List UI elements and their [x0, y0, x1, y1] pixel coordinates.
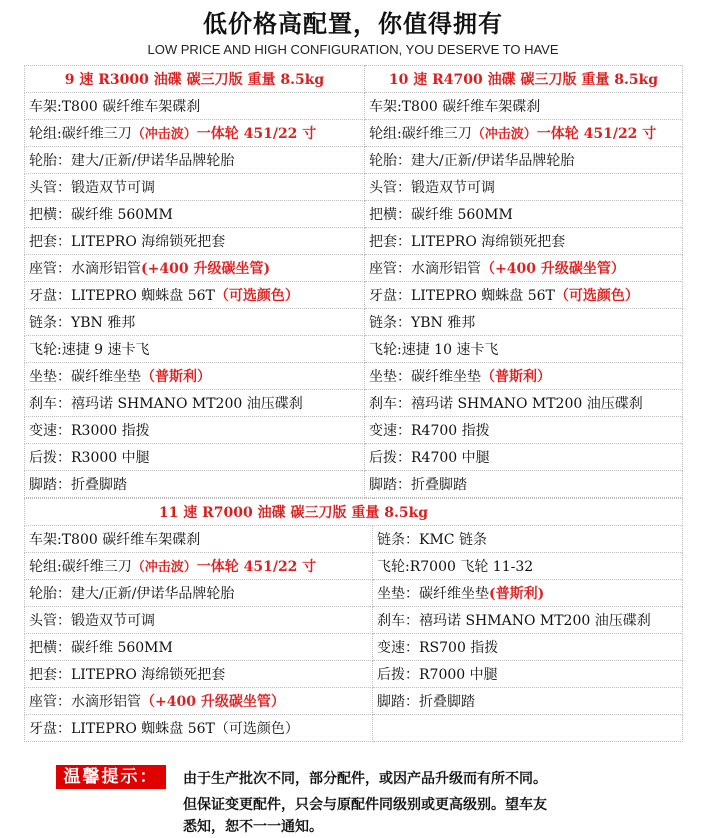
spec-cell-left — [25, 607, 373, 634]
spec-row — [25, 634, 683, 661]
spec-cell-left — [25, 309, 365, 336]
spec-cell-right — [365, 255, 683, 282]
spec-cell-left — [25, 120, 365, 147]
spec-text: 座管：水滴形铝管 — [29, 261, 141, 277]
spec-highlight: 一体轮 451/22 寸 — [196, 126, 317, 142]
spec-row — [25, 255, 683, 282]
spec-cell-right — [373, 526, 683, 553]
spec-highlight: （冲击波） — [131, 127, 197, 142]
spec-cell-right — [365, 363, 683, 390]
spec-text: 脚踏：折叠脚踏 — [377, 694, 475, 710]
spec-cell-right — [373, 715, 683, 742]
header-r3000: 9 速 R3000 油碟 碳三刀版 重量 8.5kg — [25, 66, 365, 93]
spec-text: 轮胎：建大/正新/伊诺华品牌轮胎 — [369, 153, 575, 169]
spec-text: 车架:T800 碳纤维车架碟刹 — [29, 532, 201, 548]
spec-row — [25, 526, 683, 553]
spec-cell-left — [25, 417, 365, 444]
note-line-3: 悉知，恕不一一通知。 — [183, 819, 323, 835]
spec-cell-right — [365, 417, 683, 444]
spec-row — [25, 688, 683, 715]
spec-text: 轮组:碳纤维三刀 — [29, 559, 132, 575]
spec-text: 座管：水滴形铝管 — [369, 261, 481, 277]
spec-row — [25, 147, 683, 174]
spec-text: 头管：锻造双节可调 — [29, 613, 155, 629]
spec-text: 后拨：R3000 中腿 — [29, 450, 150, 466]
spec-cell-right — [365, 390, 683, 417]
spec-cell-right — [365, 336, 683, 363]
spec-cell-left — [25, 444, 365, 471]
spec-cell-left — [25, 715, 373, 742]
spec-text: 飞轮:速捷 9 速卡飞 — [29, 342, 150, 358]
spec-highlight: (+400 升级碳坐管) — [141, 261, 271, 277]
spec-cell-right — [373, 607, 683, 634]
spec-row — [25, 390, 683, 417]
spec-row — [25, 120, 683, 147]
spec-table-r7000 — [24, 498, 683, 742]
spec-highlight: （+400 升级碳坐管） — [481, 261, 625, 277]
spec-highlight: （普斯利） — [141, 369, 211, 385]
spec-highlight: （可选颜色） — [214, 288, 299, 304]
spec-cell-left — [25, 147, 365, 174]
spec-text: 脚踏：折叠脚踏 — [369, 477, 467, 493]
spec-row — [25, 336, 683, 363]
spec-cell-right — [365, 174, 683, 201]
spec-cell-left — [25, 255, 365, 282]
spec-cell-right — [365, 444, 683, 471]
spec-text: 变速：R4700 指拨 — [369, 423, 490, 439]
spec-text: 链条：YBN 雅邦 — [29, 315, 136, 331]
page-title: 低价格高配置，你值得拥有 — [203, 9, 503, 38]
spec-text: 链条：KMC 链条 — [377, 532, 487, 548]
spec-cell-left — [25, 634, 373, 661]
page-subtitle: LOW PRICE AND HIGH CONFIGURATION, YOU DESERVE TO HAVE — [147, 42, 559, 57]
spec-cell-left — [25, 363, 365, 390]
spec-row — [25, 228, 683, 255]
spec-text: 轮组:碳纤维三刀 — [369, 126, 472, 142]
spec-text: 飞轮:速捷 10 速卡飞 — [369, 342, 499, 358]
spec-text: 后拨：R7000 中腿 — [377, 667, 498, 683]
spec-text: 轮组:碳纤维三刀 — [29, 126, 132, 142]
spec-cell-right — [373, 661, 683, 688]
spec-text: 把横：碳纤维 560MM — [29, 207, 173, 223]
spec-text: 变速：RS700 指拨 — [377, 640, 499, 656]
spec-cell-right — [365, 147, 683, 174]
spec-table-r3000-r4700 — [24, 65, 683, 498]
spec-row — [25, 282, 683, 309]
spec-text: 后拨：R4700 中腿 — [369, 450, 490, 466]
spec-row — [25, 363, 683, 390]
header-r4700: 10 速 R4700 油碟 碳三刀版 重量 8.5kg — [365, 66, 683, 93]
spec-text: 坐垫：碳纤维坐垫 — [377, 586, 489, 602]
spec-text: 把套：LITEPRO 海绵锁死把套 — [29, 667, 226, 683]
spec-cell-right — [365, 228, 683, 255]
spec-cell-right — [373, 634, 683, 661]
spec-row — [25, 607, 683, 634]
spec-row — [25, 661, 683, 688]
spec-cell-left — [25, 282, 365, 309]
spec-cell-right — [365, 93, 683, 120]
spec-text: 飞轮:R7000 飞轮 11-32 — [377, 559, 534, 575]
spec-text: 刹车：禧玛诺 SHMANO MT200 油压碟刹 — [369, 396, 643, 412]
spec-highlight: （可选颜色） — [554, 288, 639, 304]
spec-cell-right — [365, 120, 683, 147]
spec-text: 把套：LITEPRO 海绵锁死把套 — [369, 234, 566, 250]
spec-highlight: （普斯利） — [481, 369, 551, 385]
spec-highlight: 一体轮 451/22 寸 — [536, 126, 657, 142]
spec-cell-left — [25, 580, 373, 607]
spec-text: 脚踏：折叠脚踏 — [29, 477, 127, 493]
spec-row — [25, 417, 683, 444]
spec-cell-left — [25, 174, 365, 201]
spec-cell-left — [25, 471, 365, 498]
spec-cell-right — [365, 471, 683, 498]
warm-tip-badge: 温馨提示： — [56, 765, 166, 789]
spec-cell-left — [25, 688, 373, 715]
spec-cell-left — [25, 201, 365, 228]
spec-row — [25, 471, 683, 498]
spec-row — [25, 553, 683, 580]
spec-row — [25, 174, 683, 201]
spec-cell-left — [25, 526, 373, 553]
spec-highlight: （+400 升级碳坐管） — [141, 694, 285, 710]
spec-text: 链条：YBN 雅邦 — [369, 315, 476, 331]
spec-row — [25, 309, 683, 336]
spec-text: 牙盘：LITEPRO 蜘蛛盘 56T — [369, 288, 555, 304]
spec-text: 牙盘：LITEPRO 蜘蛛盘 56T（可选颜色） — [29, 721, 299, 737]
spec-text: 坐垫：碳纤维坐垫 — [29, 369, 141, 385]
spec-text: 变速：R3000 指拨 — [29, 423, 150, 439]
spec-text: 把横：碳纤维 560MM — [369, 207, 513, 223]
note-line-2: 但保证变更配件，只会与原配件同级别或更高级别。望车友 — [183, 797, 547, 813]
note-line-1: 由于生产批次不同，部分配件，或因产品升级而有所不同。 — [183, 771, 547, 787]
spec-text: 坐垫：碳纤维坐垫 — [369, 369, 481, 385]
spec-highlight: （冲击波） — [131, 560, 197, 575]
spec-cell-right — [373, 553, 683, 580]
spec-text: 车架:T800 碳纤维车架碟刹 — [29, 99, 201, 115]
spec-cell-left — [25, 93, 365, 120]
spec-cell-right — [365, 201, 683, 228]
spec-cell-left — [25, 390, 365, 417]
spec-text: 刹车：禧玛诺 SHMANO MT200 油压碟刹 — [29, 396, 303, 412]
spec-cell-left — [25, 553, 373, 580]
spec-cell-left — [25, 228, 365, 255]
spec-row — [25, 201, 683, 228]
spec-highlight: 一体轮 451/22 寸 — [196, 559, 317, 575]
spec-row — [25, 715, 683, 742]
spec-text: 头管：锻造双节可调 — [369, 180, 495, 196]
spec-cell-left — [25, 336, 365, 363]
spec-highlight: （冲击波） — [471, 127, 537, 142]
spec-cell-right — [365, 282, 683, 309]
spec-text: 刹车：禧玛诺 SHMANO MT200 油压碟刹 — [377, 613, 651, 629]
spec-highlight: (普斯利) — [489, 586, 545, 602]
spec-text: 头管：锻造双节可调 — [29, 180, 155, 196]
spec-text: 牙盘：LITEPRO 蜘蛛盘 56T — [29, 288, 215, 304]
spec-row — [25, 93, 683, 120]
spec-cell-left — [25, 661, 373, 688]
spec-row — [25, 444, 683, 471]
spec-text: 把套：LITEPRO 海绵锁死把套 — [29, 234, 226, 250]
spec-cell-right — [365, 309, 683, 336]
spec-text: 把横：碳纤维 560MM — [29, 640, 173, 656]
spec-text: 车架:T800 碳纤维车架碟刹 — [369, 99, 541, 115]
spec-cell-right — [373, 688, 683, 715]
spec-row — [25, 580, 683, 607]
spec-text: 轮胎：建大/正新/伊诺华品牌轮胎 — [29, 153, 235, 169]
spec-text: 轮胎：建大/正新/伊诺华品牌轮胎 — [29, 586, 235, 602]
spec-text: 座管：水滴形铝管 — [29, 694, 141, 710]
header-r7000: 11 速 R7000 油碟 碳三刀版 重量 8.5kg — [25, 499, 683, 526]
spec-cell-right — [373, 580, 683, 607]
